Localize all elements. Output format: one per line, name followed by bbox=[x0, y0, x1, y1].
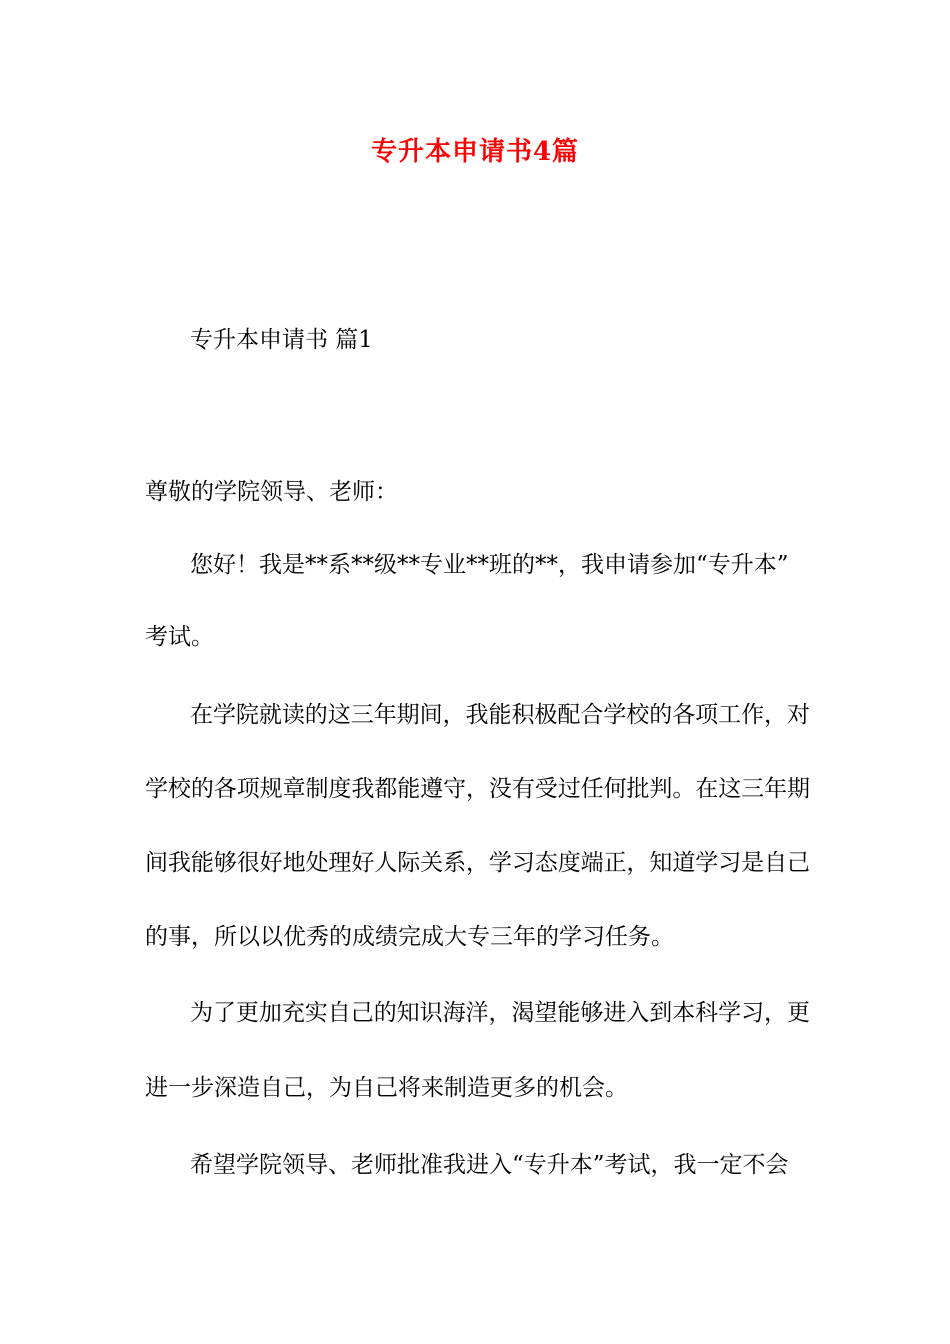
paragraph-line-8: 进一步深造自己，为自己将来制造更多的机会。 bbox=[145, 1075, 628, 1101]
paragraph-line-4: 学校的各项规章制度我都能遵守，没有受过任何批判。在这三年期 bbox=[145, 776, 810, 802]
document-title: 专升本申请书4篇 bbox=[370, 137, 580, 167]
paragraph-line-3: 在学院就读的这三年期间，我能积极配合学校的各项工作，对 bbox=[190, 702, 810, 728]
section-heading: 专升本申请书 篇1 bbox=[190, 327, 373, 353]
paragraph-line-2: 考试。 bbox=[145, 624, 214, 650]
paragraph-line-7: 为了更加充实自己的知识海洋，渴望能够进入到本科学习，更 bbox=[190, 1000, 810, 1026]
paragraph-line-1: 您好！我是**系**级**专业**班的**，我申请参加“专升本” bbox=[190, 552, 789, 578]
salutation: 尊敬的学院领导、老师： bbox=[145, 479, 398, 505]
paragraph-line-9: 希望学院领导、老师批准我进入“专升本”考试，我一定不会 bbox=[190, 1152, 789, 1178]
paragraph-line-5: 间我能够很好地处理好人际关系，学习态度端正，知道学习是自己 bbox=[145, 850, 810, 876]
paragraph-line-6: 的事，所以以优秀的成绩完成大专三年的学习任务。 bbox=[145, 924, 674, 950]
